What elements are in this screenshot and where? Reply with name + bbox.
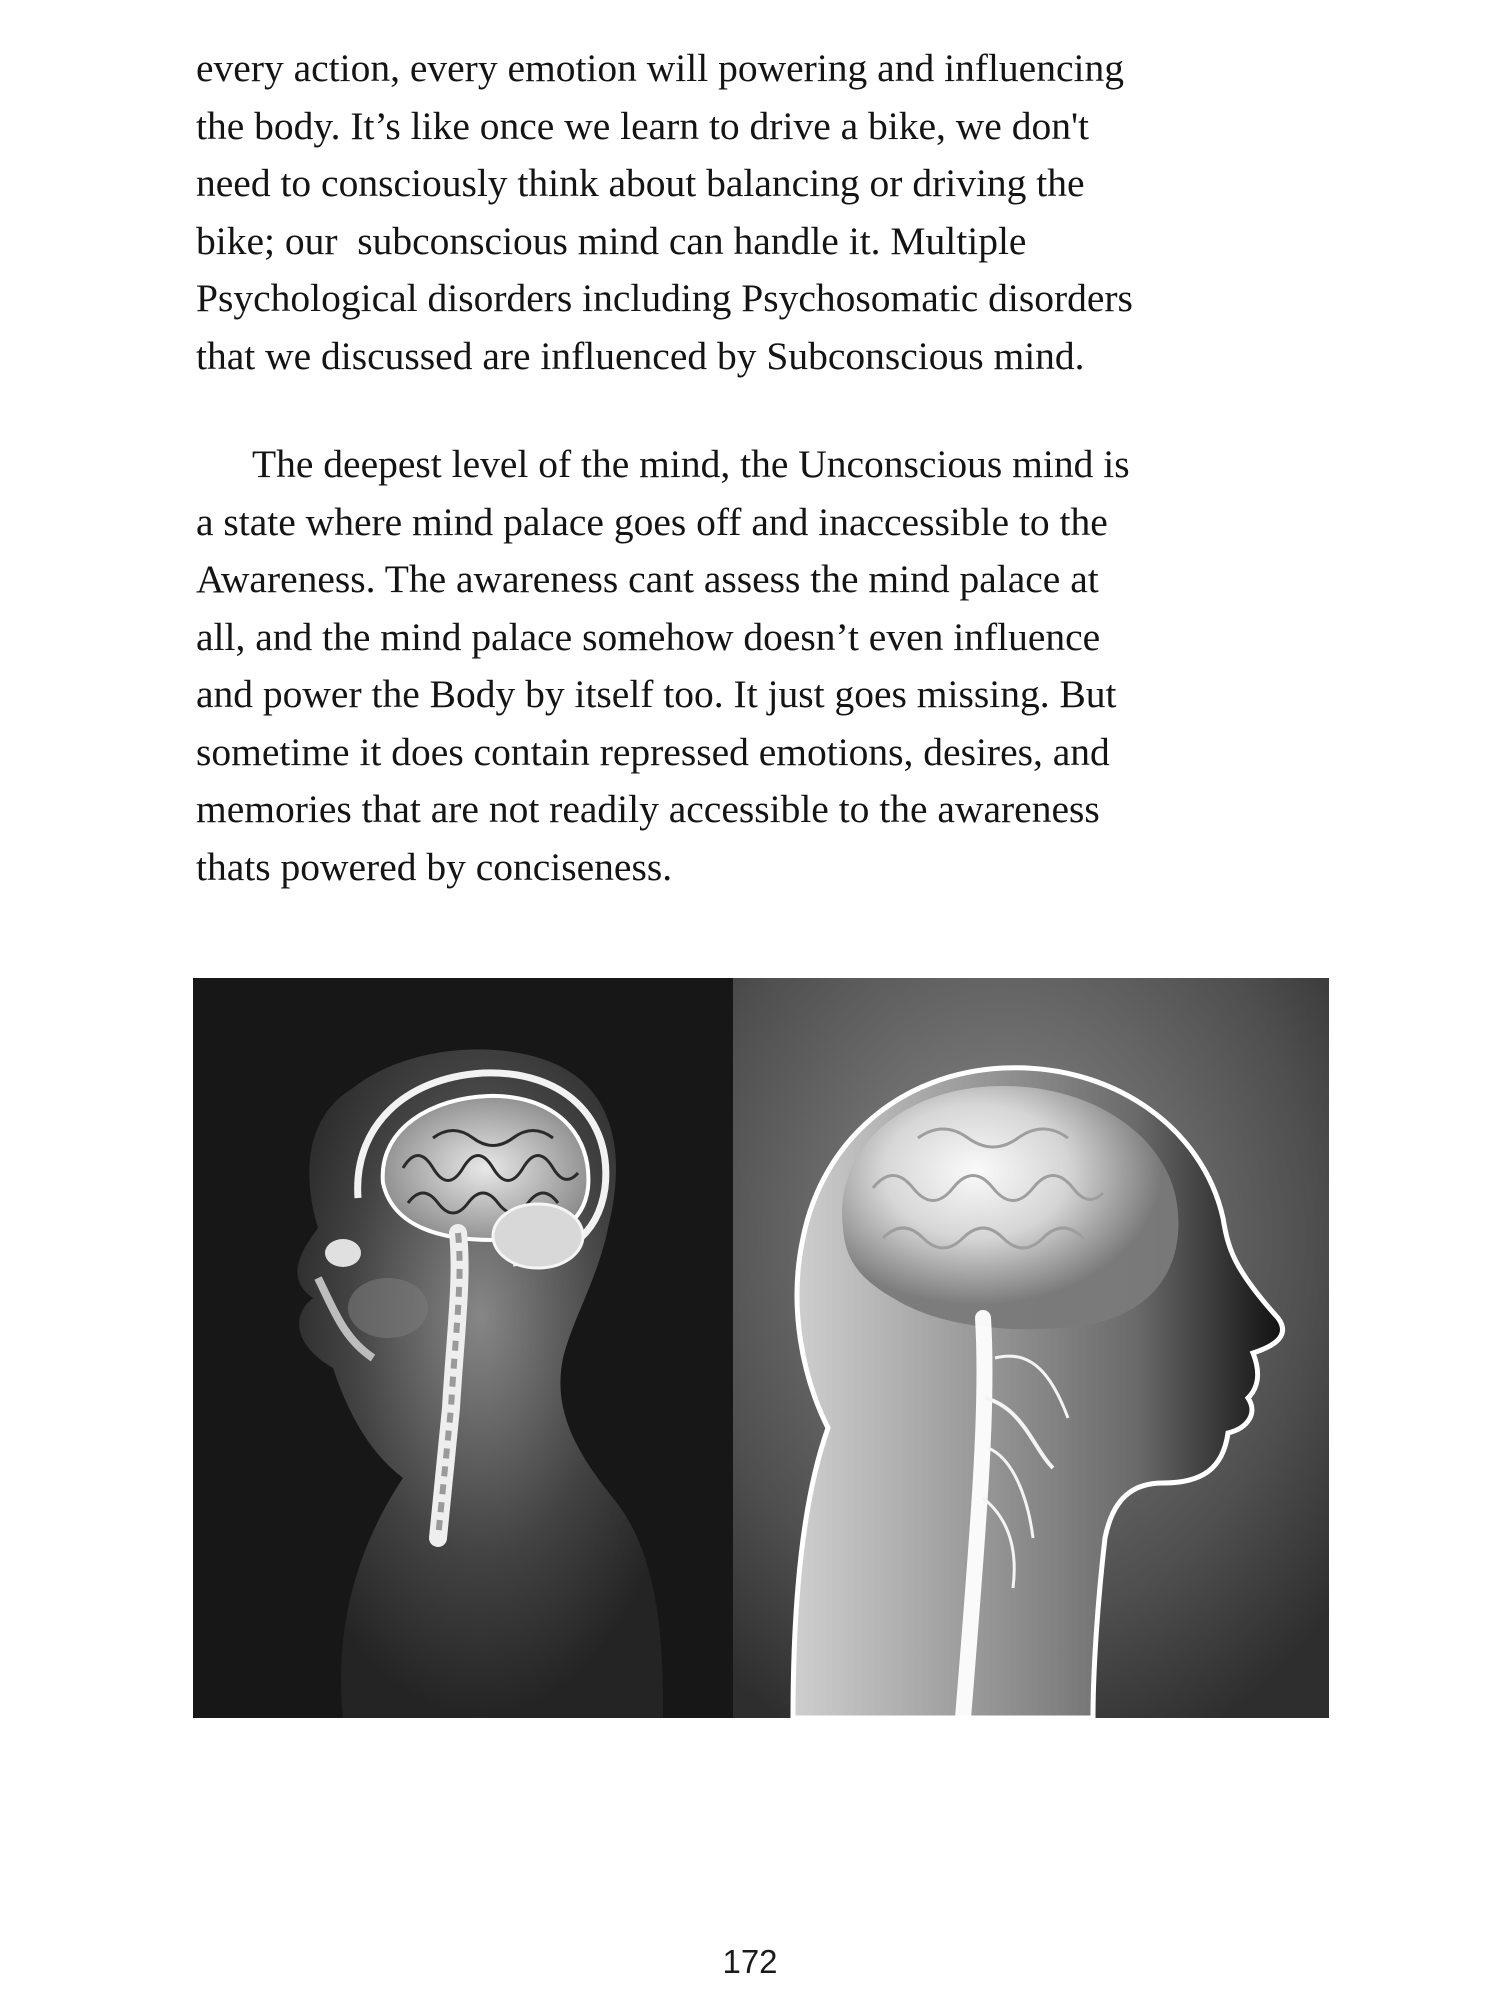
text-line: need to consciously think about balancing or driving the (196, 161, 1085, 205)
text-line: all, and the mind palace somehow doesn’t even influence (196, 614, 1101, 659)
page-number: 172 (722, 1943, 778, 1980)
text-line: The deepest level of the mind, the Unconscious mind is (252, 442, 1130, 486)
glowing-brain-illustration (733, 978, 1329, 1718)
text-line: memories that are not readily accessible to the awareness (196, 787, 1100, 831)
text-line: bike; our subconscious mind can handle it. Multiple (196, 218, 1027, 263)
brain-figure (193, 978, 1329, 1718)
glowing-brain-image (733, 978, 1329, 1718)
xray-head-illustration (193, 978, 733, 1718)
text-line: every action, every emotion will powering and influencing (196, 46, 1124, 90)
text-line: thats powered by conciseness. (196, 844, 673, 889)
text-line: sometime it does contain repressed emotions, desires, and (196, 729, 1110, 774)
text-line: a state where mind palace goes off and inaccessible to the (196, 499, 1108, 544)
text-line: Awareness. The awareness cant assess the mind palace at (196, 557, 1099, 601)
text-line: that we discussed are influenced by Subconscious mind. (196, 333, 1085, 378)
text-line: and power the Body by itself too. It just goes missing. But (196, 672, 1117, 716)
text-line: the body. It’s like once we learn to drive a bike, we don't (196, 103, 1090, 148)
text-line: Psychological disorders including Psychosomatic disorders (196, 276, 1133, 320)
paragraph-1 (196, 40, 1326, 385)
paragraph-2 (196, 436, 1326, 896)
xray-head-image (193, 978, 733, 1718)
